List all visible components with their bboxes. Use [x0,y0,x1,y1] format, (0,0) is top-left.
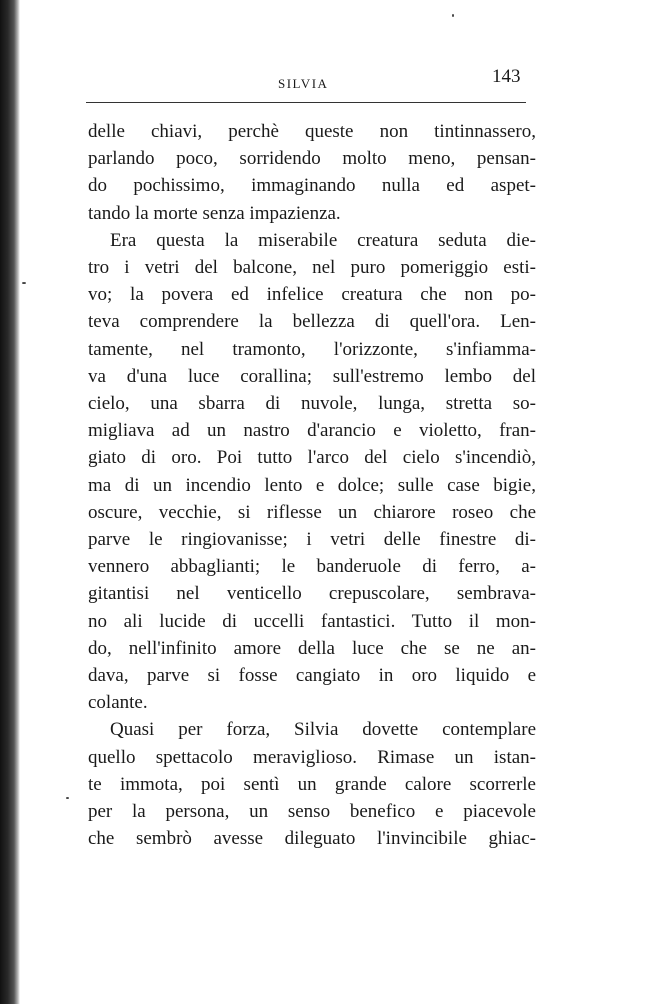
text-line: tamente, nel tramonto, l'orizzonte, s'infiamma- [88,338,536,360]
text-line: va d'una luce corallina; sull'estremo lembo del [88,365,536,387]
text-line: te immota, poi sentì un grande calore scorrerle [88,773,536,795]
text-line: colante. [88,692,148,714]
text-line: Era questa la miserabile creatura seduta die- [110,229,536,251]
text-line: giato di oro. Poi tutto l'arco del cielo s'incendiò, [88,447,536,469]
text-line: quello spettacolo meraviglioso. Rimase un istan- [88,746,536,768]
text-line: Quasi per forza, Silvia dovette contemplare [110,719,536,741]
text-line: vennero abbaglianti; le banderuole di ferro, a- [88,556,536,578]
text-line: per la persona, un senso benefico e piacevole [88,801,536,823]
print-speck [66,797,69,799]
text-line: dava, parve si fosse cangiato in oro liquido e [88,665,536,687]
header-rule [86,102,526,103]
text-line: do, nell'infinito amore della luce che se ne an- [88,637,536,659]
running-title: SILVIA [278,76,329,91]
text-line: ma di un incendio lento e dolce; sulle case bigie, [88,474,536,496]
text-line: gitantisi nel venticello crepuscolare, sembrava- [88,583,536,605]
text-line: parlando poco, sorridendo molto meno, pensan- [88,148,536,170]
body-text [88,118,536,852]
text-line: cielo, una sbarra di nuvole, lunga, stretta so- [88,393,536,415]
print-speck [22,282,26,284]
text-line: delle chiavi, perchè queste non tintinnassero, [88,121,536,142]
text-line: no ali lucide di uccelli fantastici. Tutto il mon- [88,610,536,632]
page-number: 143 [492,66,521,87]
text-line: teva comprendere la bellezza di quell'ora. Len- [88,311,536,333]
text-line: tando la morte senza impazienza. [88,202,341,224]
text-line: vo; la povera ed infelice creatura che non po- [88,284,536,306]
text-line: oscure, vecchie, si riflesse un chiarore roseo che [88,501,536,523]
text-line: che sembrò avesse dileguato l'invincibile ghiac- [88,828,536,850]
print-speck [452,14,454,17]
text-line: do pochissimo, immaginando nulla ed aspet- [88,175,536,197]
text-line: tro i vetri del balcone, nel puro pomeriggio esti- [88,257,536,279]
text-line: migliava ad un nastro d'arancio e violetto, fran- [88,420,536,442]
text-line: parve le ringiovanisse; i vetri delle finestre di- [88,529,536,551]
